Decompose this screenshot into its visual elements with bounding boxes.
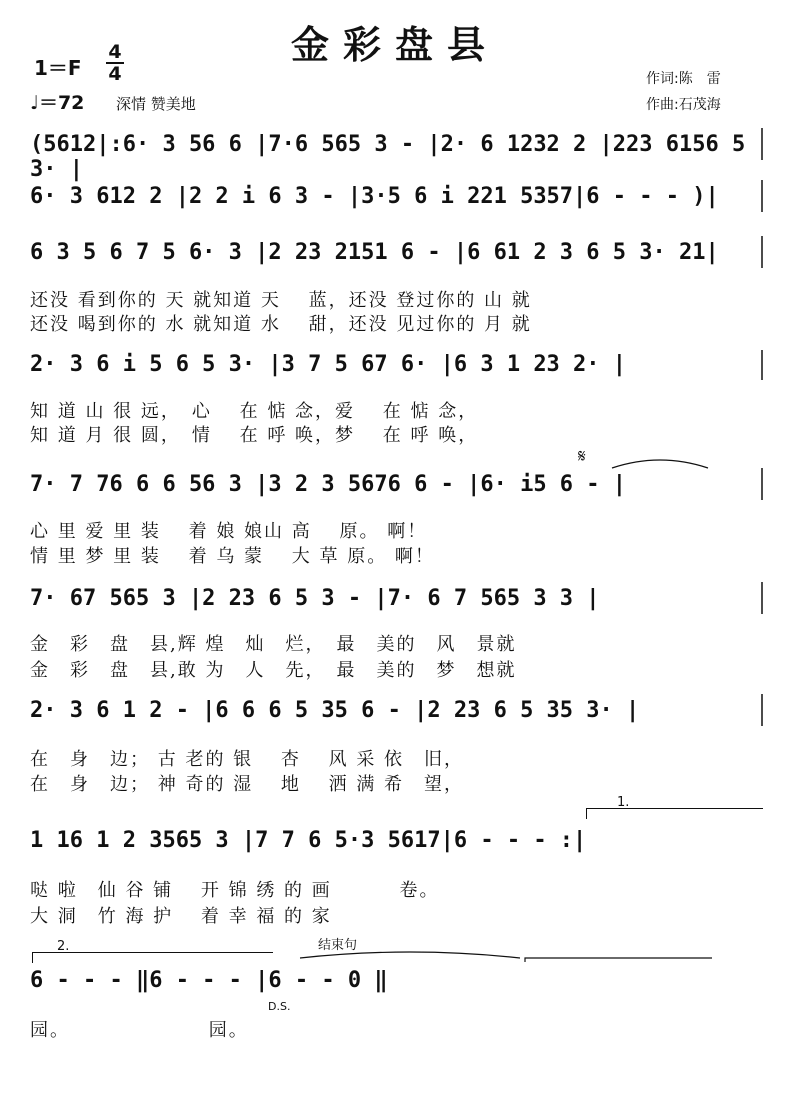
lyric-row-5-verse-2: 情 里 梦 里 装 着 乌 蒙 大 草 原。 啊！ [30, 546, 435, 567]
lyric-row-5-verse-1: 心 里 爱 里 装 着 娘 娘山 高 原。 啊！ [30, 521, 428, 542]
first-ending-label: 1. [617, 795, 630, 810]
tie-end [525, 958, 712, 962]
time-signature-top: 4 [108, 41, 122, 63]
notation-row-4: 2· 3 6 i 5 6 5 3· |3 7 5 67 6· |6 3 1 23 2· | [30, 352, 627, 377]
time-signature-bottom: 4 [108, 63, 122, 85]
key-signature: 1＝F [34, 56, 82, 80]
lyric-row-8-verse-1: 哒 啦 仙 谷 铺 开 锦 绣 的 画 卷。 [30, 880, 440, 901]
notation-row-9: 6 - - - ‖6 - - - |6 - - 0 ‖ [30, 968, 388, 993]
lyric-row-3-verse-1: 还没 看到你的 天 就知道 天 蓝，还没 登过你的 山 就 [30, 290, 532, 311]
notation-row-3: 6 3 5 6 7 5 6· 3 |2 23 2151 6 - |6 61 2 3 6 5 3· 21| [30, 240, 719, 265]
lyric-row-4-verse-2: 知 道 月 很 圆， 情 在 呼 唤，梦 在 呼 唤， [30, 425, 479, 446]
notation-row-7: 2· 3 6 1 2 - |6 6 6 5 35 6 - |2 23 6 5 35 3· | [30, 698, 640, 723]
lyric-row-7-verse-1: 在 身 边； 古 老的 银 杏 风 采 依 旧， [30, 749, 465, 770]
dal-segno-marking: D.S. [268, 1000, 291, 1013]
notation-row-5: 7· 7 76 6 6 56 3 |3 2 3 5676 6 - |6· i5 6 - | [30, 472, 627, 497]
notation-row-8: 1 16 1 2 3565 3 |7 7 6 5·3 5617|6 - - - :| [30, 828, 587, 853]
second-ending-label: 2. [57, 939, 70, 954]
notation-row-1: (5612|:6· 3 56 6 |7·6 565 3 - |2· 6 1232 2 |223 6156 5 3· | [30, 132, 746, 182]
tempo-marking: ♩＝72 [30, 92, 85, 114]
lyric-row-8-verse-2: 大 洞 竹 海 护 着 幸 福 的 家 [30, 906, 332, 927]
lyric-row-6-verse-1: 金 彩 盘 县,辉 煌 灿 烂， 最 美的 风 景就 [30, 634, 517, 655]
segno-sign: 𝄋 [578, 446, 586, 467]
lyric-row-4-verse-1: 知 道 山 很 远， 心 在 惦 念，爱 在 惦 念， [30, 401, 479, 422]
lyric-row-9: 园。 园。 [30, 1020, 249, 1041]
first-ending-bracket [586, 795, 763, 819]
lyric-row-6-verse-2: 金 彩 盘 县,敢 为 人 先， 最 美的 梦 想就 [30, 660, 517, 681]
time-signature [104, 42, 126, 84]
lyricist-credit: 作词:陈 雷 [646, 71, 721, 87]
expression-marking: 深情 赞美地 [116, 95, 196, 113]
notation-row-2: 6· 3 612 2 |2 2 i 6 3 - |3·5 6 i 221 5357|6 - - - )| [30, 184, 719, 209]
ending-phrase-label: 结束句 [318, 938, 358, 953]
notation-row-6: 7· 67 565 3 |2 23 6 5 3 - |7· 6 7 565 3 3 | [30, 586, 600, 611]
lyric-row-7-verse-2: 在 身 边； 神 奇的 湿 地 洒 满 希 望， [30, 774, 465, 795]
slur [612, 460, 708, 468]
lyric-row-3-verse-2: 还没 喝到你的 水 就知道 水 甜，还没 见过你的 月 就 [30, 314, 532, 335]
second-ending-bracket [32, 939, 273, 963]
page-title: 金彩盘县 [290, 22, 499, 67]
composer-credit: 作曲:石茂海 [646, 97, 721, 113]
